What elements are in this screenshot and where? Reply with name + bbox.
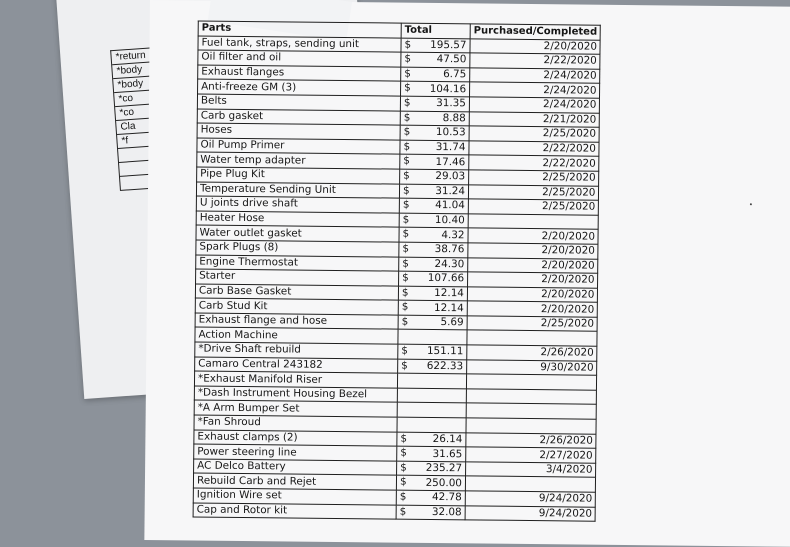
part-name: Anti-freeze GM (3) — [198, 79, 401, 96]
part-name: Power steering line — [194, 444, 397, 461]
currency-symbol: $ — [399, 476, 407, 489]
total-cell — [400, 140, 469, 155]
purchase-date: 2/20/2020 — [468, 272, 599, 288]
currency-symbol: $ — [400, 446, 407, 459]
total-cell — [398, 315, 467, 330]
total-cell — [401, 67, 470, 82]
part-name: AC Delco Battery — [194, 459, 397, 476]
total-cell — [399, 198, 468, 213]
amount-value: 12.14 — [434, 286, 465, 300]
purchase-date: 2/26/2020 — [467, 345, 598, 361]
amount-value — [401, 424, 463, 425]
part-name: Carb gasket — [197, 109, 400, 126]
total-cell — [396, 476, 465, 491]
part-name: Action Machine — [195, 327, 398, 344]
purchase-date: 9/30/2020 — [467, 359, 598, 375]
header-total: Total — [401, 23, 470, 38]
table-row — [193, 503, 596, 522]
total-cell — [397, 388, 466, 403]
part-name: U joints drive shaft — [196, 196, 399, 213]
total-cell — [401, 38, 470, 53]
currency-symbol: $ — [403, 125, 411, 138]
total-cell — [396, 505, 465, 520]
part-name: Hoses — [197, 123, 400, 140]
currency-symbol: $ — [403, 96, 411, 109]
purchase-date: 2/20/2020 — [468, 228, 599, 244]
amount-value: 6.75 — [443, 68, 467, 81]
purchase-date: 2/20/2020 — [468, 243, 599, 259]
part-name: Fuel tank, straps, sending unit — [198, 36, 401, 53]
part-name: Camaro Central 243182 — [195, 357, 398, 374]
purchase-date — [467, 330, 598, 346]
underlying-fragment-text: *body — [112, 61, 173, 79]
part-name: *A Arm Bumper Set — [194, 400, 397, 417]
header-parts: Parts — [198, 21, 401, 38]
currency-symbol: $ — [402, 198, 410, 211]
part-name: Carb Base Gasket — [195, 284, 398, 301]
underlying-fragment-text: *body — [113, 75, 174, 93]
currency-symbol: $ — [403, 111, 411, 124]
total-cell — [399, 271, 468, 286]
purchase-date — [466, 389, 597, 405]
currency-symbol: $ — [404, 38, 412, 51]
total-cell — [400, 154, 469, 169]
currency-symbol: $ — [402, 242, 410, 255]
part-name: *Exhaust Manifold Riser — [194, 371, 397, 388]
amount-value: 8.88 — [442, 111, 466, 125]
part-name: Oil filter and oil — [198, 50, 401, 67]
purchase-date: 2/24/2020 — [469, 97, 600, 113]
amount-value: 47.50 — [436, 53, 467, 66]
currency-symbol: $ — [402, 271, 409, 284]
currency-symbol: $ — [404, 82, 411, 95]
currency-symbol: $ — [401, 359, 408, 372]
currency-symbol: $ — [401, 315, 409, 328]
part-name: Temperature Sending Unit — [196, 182, 399, 199]
amount-value: 31.24 — [435, 184, 466, 198]
amount-value: 104.16 — [429, 82, 467, 95]
parts-list-paper — [144, 0, 790, 547]
part-name: Water temp adapter — [197, 152, 400, 169]
part-name: *Dash Instrument Housing Bezel — [194, 386, 397, 403]
underlying-fragment-text: *return — [111, 47, 172, 65]
total-cell — [398, 359, 467, 374]
total-cell — [400, 111, 469, 126]
total-cell — [397, 403, 466, 418]
amount-value: 29.03 — [435, 170, 466, 183]
amount-value: 10.40 — [434, 214, 465, 227]
purchase-date: 2/22/2020 — [469, 141, 600, 157]
part-name: Heater Hose — [196, 211, 399, 228]
total-cell — [399, 227, 468, 242]
currency-symbol: $ — [404, 52, 412, 65]
part-name: Exhaust flange and hose — [195, 313, 398, 330]
total-cell — [399, 184, 468, 199]
total-cell — [400, 96, 469, 111]
part-name: Carb Stud Kit — [195, 298, 398, 315]
total-cell — [398, 300, 467, 315]
underlying-fragment-text: *f — [117, 131, 178, 149]
purchase-date: 9/24/2020 — [465, 505, 596, 521]
purchase-date: 2/27/2020 — [466, 447, 597, 463]
amount-value: 151.11 — [426, 345, 464, 358]
purchase-date: 2/25/2020 — [468, 184, 599, 200]
total-cell — [397, 446, 466, 461]
currency-symbol: $ — [404, 67, 411, 80]
currency-symbol: $ — [402, 227, 410, 241]
purchase-date — [466, 418, 597, 434]
amount-value: 31.74 — [435, 141, 466, 154]
purchase-date: 2/25/2020 — [468, 199, 599, 215]
currency-symbol: $ — [399, 490, 407, 503]
total-cell — [400, 125, 469, 140]
amount-value — [401, 410, 463, 411]
underlying-fragment-text: *co — [115, 103, 176, 121]
part-name: Cap and Rotor kit — [193, 503, 396, 520]
purchase-date — [468, 214, 599, 230]
currency-symbol: $ — [401, 344, 409, 357]
purchase-date: 2/20/2020 — [468, 257, 599, 273]
purchase-date: 2/25/2020 — [467, 316, 598, 332]
currency-symbol: $ — [401, 286, 409, 299]
amount-value: 195.57 — [430, 38, 467, 52]
part-name: Engine Thermostat — [196, 254, 399, 271]
part-name: *Fan Shroud — [194, 415, 397, 432]
total-cell — [397, 373, 466, 388]
total-cell — [401, 52, 470, 67]
purchase-date: 2/21/2020 — [469, 111, 600, 127]
amount-value: 26.14 — [432, 432, 463, 446]
header-purchased: Purchased/Completed — [470, 24, 601, 40]
total-cell — [399, 213, 468, 228]
purchase-date: 2/20/2020 — [467, 287, 598, 303]
purchase-date: 2/20/2020 — [467, 301, 598, 317]
amount-value — [401, 381, 463, 382]
part-name: Exhaust flanges — [198, 65, 401, 82]
purchase-date — [465, 476, 596, 492]
amount-value: 12.14 — [433, 301, 464, 314]
amount-value: 10.53 — [435, 126, 466, 139]
purchase-date: 2/24/2020 — [470, 68, 601, 84]
total-cell — [396, 490, 465, 505]
purchase-date: 2/26/2020 — [466, 432, 597, 448]
parts-table — [193, 21, 602, 522]
purchase-date: 2/20/2020 — [470, 38, 601, 54]
purchase-date — [466, 403, 597, 419]
amount-value: 107.66 — [427, 272, 465, 285]
purchase-date: 2/22/2020 — [470, 53, 601, 69]
purchase-date: 2/22/2020 — [469, 155, 600, 171]
purchase-date: 2/25/2020 — [469, 126, 600, 142]
amount-value: 31.65 — [432, 447, 463, 460]
total-cell — [397, 461, 466, 476]
part-name: Exhaust clamps (2) — [194, 430, 397, 447]
currency-symbol: $ — [399, 505, 407, 518]
total-cell — [399, 242, 468, 257]
amount-value: 42.78 — [431, 491, 462, 504]
total-cell — [401, 82, 470, 97]
amount-value — [401, 337, 463, 338]
purchase-date: 2/24/2020 — [470, 82, 601, 98]
amount-value — [401, 395, 463, 396]
part-name: Water outlet gasket — [196, 225, 399, 242]
amount-value: 4.32 — [441, 228, 465, 241]
total-cell — [397, 417, 466, 432]
part-name: Oil Pump Primer — [197, 138, 400, 155]
currency-symbol: $ — [402, 213, 410, 226]
amount-value: 5.69 — [440, 316, 464, 329]
purchase-date: 9/24/2020 — [465, 491, 596, 507]
part-name: Spark Plugs (8) — [196, 240, 399, 257]
amount-value: 38.76 — [434, 243, 465, 256]
total-cell — [397, 432, 466, 447]
amount-value: 250.00 — [425, 476, 463, 489]
part-name: *Drive Shaft rebuild — [195, 342, 398, 359]
underlying-fragment-text: Cla — [116, 117, 177, 135]
total-cell — [399, 257, 468, 272]
amount-value: 24.30 — [434, 257, 465, 271]
underlying-fragment-text: *co — [114, 89, 175, 107]
amount-value: 41.04 — [435, 199, 465, 212]
total-cell — [400, 169, 469, 184]
part-name: Ignition Wire set — [193, 488, 396, 505]
total-cell — [398, 286, 467, 301]
amount-value: 32.08 — [431, 505, 462, 519]
part-name: Rebuild Carb and Rejet — [193, 473, 396, 490]
amount-value: 235.27 — [425, 462, 463, 475]
amount-value: 31.35 — [436, 97, 466, 110]
part-name: Pipe Plug Kit — [197, 167, 400, 184]
amount-value: 17.46 — [435, 155, 466, 168]
currency-symbol: $ — [402, 257, 409, 270]
currency-symbol: $ — [403, 155, 411, 168]
currency-symbol: $ — [403, 169, 410, 182]
part-name: Belts — [197, 94, 400, 111]
currency-symbol: $ — [401, 300, 409, 314]
purchase-date: 2/25/2020 — [469, 170, 600, 186]
amount-value: 622.33 — [426, 359, 464, 373]
currency-symbol: $ — [400, 461, 407, 474]
paper-speck — [750, 203, 752, 205]
purchase-date: 3/4/2020 — [466, 462, 597, 478]
currency-symbol: $ — [403, 140, 411, 153]
total-cell — [398, 344, 467, 359]
part-name: Starter — [196, 269, 399, 286]
purchase-date — [466, 374, 597, 390]
currency-symbol: $ — [400, 432, 408, 445]
total-cell — [398, 330, 467, 345]
currency-symbol: $ — [402, 184, 410, 197]
